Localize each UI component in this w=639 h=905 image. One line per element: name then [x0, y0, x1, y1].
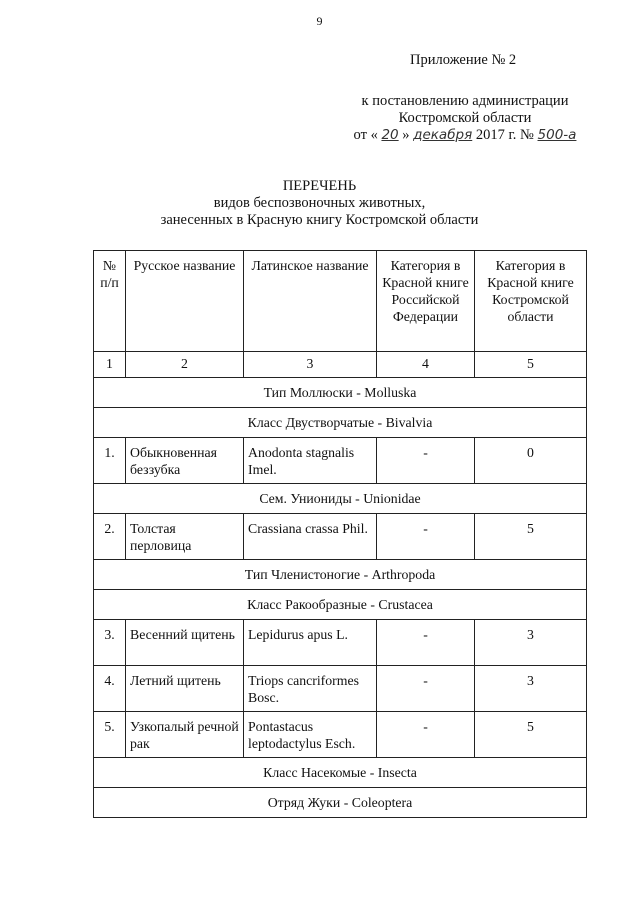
section-row [94, 758, 587, 788]
category-kostroma: 5 [475, 712, 587, 758]
section-row [94, 560, 587, 590]
russian-name: Обыкновенная беззубка [126, 438, 244, 484]
section-row [94, 484, 587, 514]
decree-date-mid: » [402, 127, 410, 143]
russian-name: Летний щитень [126, 666, 244, 712]
species-row [94, 712, 587, 758]
page-number: 9 [316, 14, 323, 28]
title-line-3: занесенных в Красную книгу Костромской области [160, 212, 479, 228]
row-number: 4. [94, 666, 126, 712]
decree-year: 2017 г. № [475, 127, 534, 143]
latin-name: Triops cancriformes Bosc. [244, 666, 377, 712]
section-row [94, 378, 587, 408]
decree-month: декабря [413, 127, 473, 143]
decree-day: 20 [381, 127, 399, 143]
section-row [94, 788, 587, 818]
decree-reference [300, 93, 630, 144]
category-kostroma: 3 [475, 620, 587, 666]
column-number: 2 [126, 352, 244, 378]
section-title: Класс Ракообразные - Crustacea [94, 590, 587, 620]
category-rf: - [377, 712, 475, 758]
column-number-row [94, 352, 587, 378]
table-header-row [94, 251, 587, 352]
column-number: 3 [244, 352, 377, 378]
appendix-label: Приложение № 2 [410, 52, 517, 68]
species-row [94, 666, 587, 712]
latin-name: Anodonta stagnalis Imel. [244, 438, 377, 484]
species-table [93, 250, 587, 818]
category-rf: - [377, 438, 475, 484]
decree-date-prefix: от « [353, 127, 378, 143]
russian-name: Толстая перловица [126, 514, 244, 560]
category-rf: - [377, 666, 475, 712]
category-rf: - [377, 620, 475, 666]
species-row [94, 620, 587, 666]
section-title: Тип Членистоногие - Arthropoda [94, 560, 587, 590]
decree-line-1: к постановлению администрации [361, 93, 569, 109]
section-title: Тип Моллюски - Molluska [94, 378, 587, 408]
decree-number: 500-а [537, 127, 577, 143]
russian-name: Весенний щитень [126, 620, 244, 666]
category-rf: - [377, 514, 475, 560]
species-row [94, 438, 587, 484]
section-row [94, 408, 587, 438]
section-title: Класс Двустворчатые - Bivalvia [94, 408, 587, 438]
decree-line-2: Костромской области [398, 110, 532, 126]
category-kostroma: 5 [475, 514, 587, 560]
latin-name: Crassiana crassa Phil. [244, 514, 377, 560]
category-kostroma: 0 [475, 438, 587, 484]
document-title [0, 178, 639, 229]
row-number: 3. [94, 620, 126, 666]
section-row [94, 590, 587, 620]
header-russian-name: Русское название [126, 251, 244, 352]
title-line-2: видов беспозвоночных животных, [213, 195, 426, 211]
column-number: 1 [94, 352, 126, 378]
species-row [94, 514, 587, 560]
section-title: Класс Насекомые - Insecta [94, 758, 587, 788]
header-number: № п/п [94, 251, 126, 352]
section-title: Отряд Жуки - Coleoptera [94, 788, 587, 818]
section-title: Сем. Униониды - Unionidae [94, 484, 587, 514]
russian-name: Узкопалый речной рак [126, 712, 244, 758]
header-category-rf: Категория в Красной книге Российской Федерации [377, 251, 475, 352]
latin-name: Pontastacus leptodactylus Esch. [244, 712, 377, 758]
decree-date-line [300, 127, 630, 144]
header-latin-name: Латинское название [244, 251, 377, 352]
title-line-1: ПЕРЕЧЕНЬ [282, 178, 357, 194]
row-number: 5. [94, 712, 126, 758]
category-kostroma: 3 [475, 666, 587, 712]
column-number: 4 [377, 352, 475, 378]
header-category-kostroma: Категория в Красной книге Костромской области [475, 251, 587, 352]
latin-name: Lepidurus apus L. [244, 620, 377, 666]
column-number: 5 [475, 352, 587, 378]
row-number: 2. [94, 514, 126, 560]
row-number: 1. [94, 438, 126, 484]
